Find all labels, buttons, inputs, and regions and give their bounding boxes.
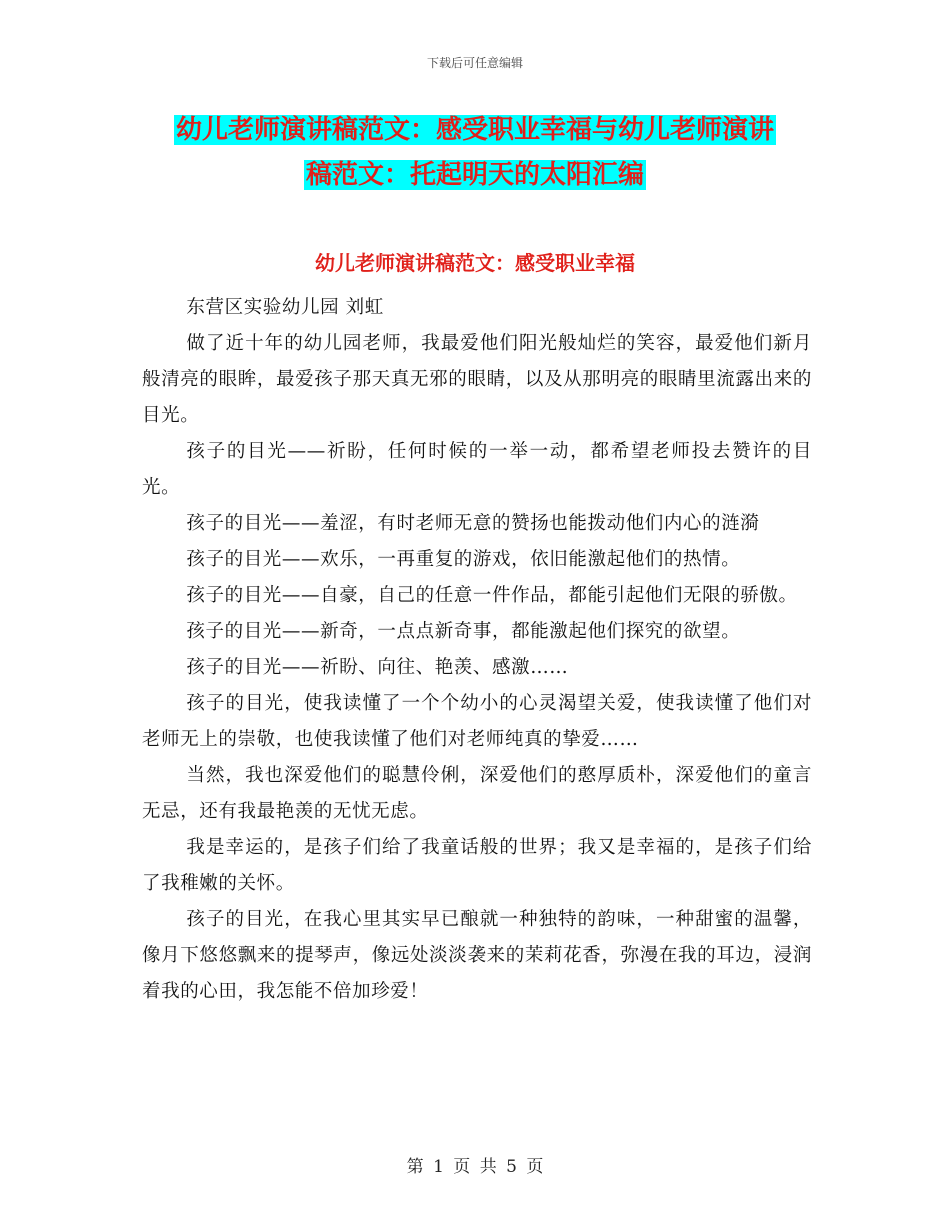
page-footer: 第 1 页 共 5 页: [406, 1157, 544, 1177]
paragraph: 孩子的目光，在我心里其实早已酿就一种独特的韵味，一种甜蜜的温馨，像月下悠悠飘来的提琴声，像远处淡淡袭来的茉莉花香，弥漫在我的耳边，浸润着我的心田，我怎能不倍加珍爱！: [142, 909, 812, 1002]
paragraph: 我是幸运的，是孩子们给了我童话般的世界；我又是幸福的，是孩子们给了我稚嫩的关怀。: [142, 837, 812, 894]
title-highlight-1: 幼儿老师演讲稿范文：感受职业幸福与幼儿老师演讲: [175, 115, 774, 145]
paragraph: 孩子的目光，使我读懂了一个个幼小的心灵渴望关爱，使我读懂了他们对老师无上的崇敬，也使我读懂了他们对老师纯真的挚爱……: [142, 693, 812, 750]
paragraph: 孩子的目光——自豪，自己的任意一件作品，都能引起他们无限的骄傲。: [186, 585, 798, 606]
document-title-line-1: [0, 112, 950, 148]
paragraph: 做了近十年的幼儿园老师，我最爱他们阳光般灿烂的笑容，最爱他们新月般清亮的眼眸，最爱孩子那天真无邪的眼睛，以及从那明亮的眼睛里流露出来的目光。: [142, 333, 812, 426]
paragraph: 孩子的目光——祈盼，任何时候的一举一动，都希望老师投去赞许的目光。: [142, 441, 812, 498]
paragraph: 孩子的目光——祈盼、向往、艳羡、感激……: [186, 657, 569, 678]
header-note: 下载后可任意编辑: [426, 56, 523, 70]
paragraph: 孩子的目光——欢乐，一再重复的游戏，依旧能激起他们的热情。: [186, 549, 741, 570]
title-highlight-2: 稿范文：托起明天的太阳汇编: [305, 160, 644, 190]
author-line: 东营区实验幼儿园 刘虹: [186, 297, 384, 318]
section-title: 幼儿老师演讲稿范文：感受职业幸福: [315, 251, 635, 275]
paragraph: 孩子的目光——羞涩，有时老师无意的赞扬也能拨动他们内心的涟漪: [186, 513, 760, 534]
paragraph: 当然，我也深爱他们的聪慧伶俐，深爱他们的憨厚质朴，深爱他们的童言无忌，还有我最艳羡的无忧无虑。: [142, 765, 812, 822]
document-body: [142, 290, 812, 1010]
paragraph: 孩子的目光——新奇，一点点新奇事，都能激起他们探究的欲望。: [186, 621, 741, 642]
document-title-line-2: [0, 157, 950, 193]
